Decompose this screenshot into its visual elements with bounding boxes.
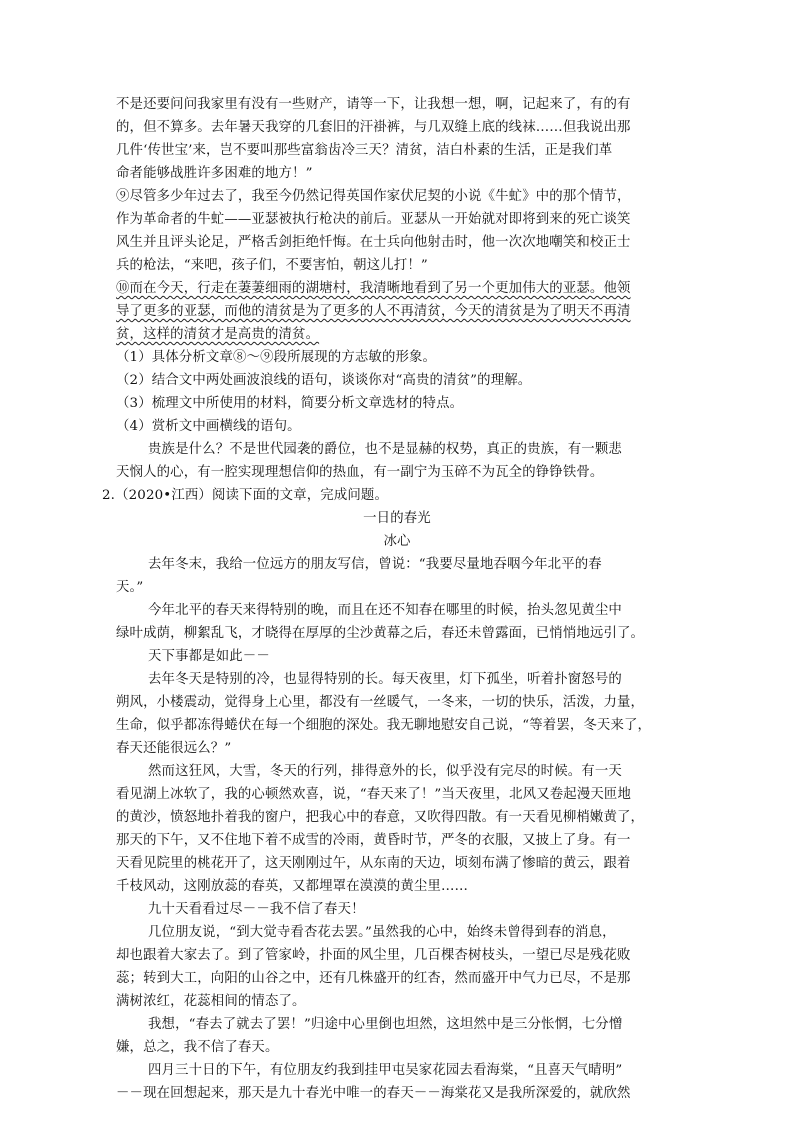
question-2: （2）结合文中两处画波浪线的语句，谈谈你对“高贵的清贫”的理解。	[116, 373, 532, 388]
paragraph-line: 不是还要问问我家里有没有一些财产，请等一下，让我想一想，啊，记起来了，有的有	[116, 97, 631, 112]
article-title: 一日的春光	[363, 511, 431, 526]
paragraph-line: 几件‘传世宝’来，岂不要叫那些富翁齿冷三天？清贫，洁白朴素的生活，正是我们革	[116, 143, 613, 158]
article-author: 冰心	[383, 534, 411, 549]
paragraph-line: 满树浓红，花蕊相间的情态了。	[116, 994, 306, 1009]
question-1: （1）具体分析文章⑧～⑨段所展现的方志敏的形象。	[116, 350, 437, 365]
question-4: （4）赏析文中画横线的语句。	[116, 419, 301, 434]
paragraph-line: ⑨尽管多少年过去了，我至今仍然记得英国作家伏尼契的小说《牛虻》中的那个情节，	[116, 189, 631, 204]
question-heading: 2.（2020•江西）阅读下面的文章，完成问题。	[102, 488, 388, 503]
paragraph-line: 四月三十日的下午，有位朋友约我到挂甲屯吴家花园去看海棠，“且喜天气晴明”	[148, 1063, 623, 1078]
wavy-underlined-line: 导了更多的亚瑟，而他的清贫是为了更多的人不再清贫，今天的清贫是为了明天不再清	[116, 304, 631, 319]
paragraph-line: 蕊；转到大工，向阳的山谷之中，还有几株盛开的红杏，然而盛开中气力已尽，不是那	[116, 971, 631, 986]
paragraph-line: 的，但不算多。去年暑天我穿的几套旧的汗褂裤，与几双缝上底的线袜……但我说出那	[116, 120, 631, 135]
paragraph-line: 兵的枪法，“来吧，孩子们，不要害怕，朝这儿打！”	[116, 258, 428, 273]
paragraph-line: 我想，“春去了就去了罢！”归途中心里倒也坦然，这坦然中是三分怅惘，七分憎	[148, 1017, 623, 1032]
question-3: （3）梳理文中所使用的材料，简要分析文章选材的特点。	[116, 396, 464, 411]
wavy-underlined-line: ⑩而在今天，行走在萋萋细雨的湖塘村，我清晰地看到了另一个更加伟大的亚瑟。他领	[116, 281, 631, 296]
paragraph-line: 朔风，小楼震动，觉得身上心里，都没有一丝暖气，一冬来，一切的快乐，活泼，力量，	[116, 695, 645, 710]
paragraph-line: 的黄沙，愤怒地扑着我的窗户，把我心中的春意，又吹得四散。有一天看见柳梢嫩黄了，	[116, 810, 645, 825]
paragraph-line: 今年北平的春天来得特别的晚，而且在还不知春在哪里的时候，抬头忽见黄尘中	[148, 603, 622, 618]
paragraph-line: 几位朋友说，“到大觉寺看杏花去罢。”虽然我的心中，始终未曾得到春的消息，	[148, 925, 616, 940]
wavy-underlined-line: 贫，这样的清贫才是高贵的清贫。	[116, 327, 320, 342]
paragraph-line: 去年冬天是特别的冷，也显得特别的长。每天夜里，灯下孤坐，听着扑窗怒号的	[148, 672, 622, 687]
paragraph-line: 看见湖上冰软了，我的心顿然欢喜，说，“春天来了！”当天夜里，北风又卷起漫天匝地	[116, 787, 631, 802]
paragraph-line: 千枝风动，这刚放蕊的春英，又都埋罩在漠漠的黄尘里……	[116, 879, 469, 894]
paragraph-line: －－现在回想起来，那天是九十春光中唯一的春天－－海棠花又是我所深爱的，就欣然	[116, 1086, 631, 1101]
paragraph-line: 天看见院里的桃花开了，这天刚刚过午，从东南的天边，顷刻布满了惨暗的黄云，跟着	[116, 856, 631, 871]
paragraph-line: 然而这狂风，大雪，冬天的行列，排得意外的长，似乎没有完尽的时候。有一天	[148, 764, 622, 779]
paragraph-line: 生命，似乎都冻得蜷伏在每一个细胞的深处。我无聊地慰安自己说，“等着罢，冬天来了，	[116, 718, 652, 733]
answer-line: 天悯人的心，有一腔实现理想信仰的热血，有一副宁为玉碎不为瓦全的铮铮铁骨。	[116, 465, 604, 480]
paragraph-line: 去年冬末，我给一位远方的朋友写信，曾说：“我要尽量地吞咽今年北平的春	[148, 557, 602, 572]
paragraph-line: 天下事都是如此－－	[148, 649, 270, 664]
paragraph-line: 天。”	[116, 580, 144, 595]
answer-line: 贵族是什么？不是世代园袭的爵位，也不是显赫的权势，真正的贵族，有一颗悲	[148, 442, 622, 457]
paragraph-line: 命者能够战胜许多困难的地方！”	[116, 166, 313, 181]
paragraph-line: 作为革命者的牛虻——亚瑟被执行枪决的前后。亚瑟从一开始就对即将到来的死亡谈笑	[116, 212, 631, 227]
paragraph-line: 九十天看看过尽－－我不信了春天！	[148, 902, 365, 917]
paragraph-line: 春天还能很远么？”	[116, 741, 232, 756]
paragraph-line: 却也跟着大家去了。到了管家岭，扑面的风尘里，几百棵杏树枝头，一望已尽是残花败	[116, 948, 631, 963]
paragraph-line: 风生并且评头论足，严格舌剑拒绝忏悔。在士兵向他射击时，他一次次地嘲笑和校正士	[116, 235, 631, 250]
paragraph-line: 那天的下午，又不住地下着不成雪的冷雨，黄昏时节，严冬的衣服，又披上了身。有一	[116, 833, 631, 848]
paragraph-line: 嫌，总之，我不信了春天。	[116, 1040, 279, 1055]
paragraph-line: 绿叶成荫，柳絮乱飞，才晓得在厚厚的尘沙黄幕之后，春还未曾露面，已悄悄地远引了。	[116, 626, 645, 641]
